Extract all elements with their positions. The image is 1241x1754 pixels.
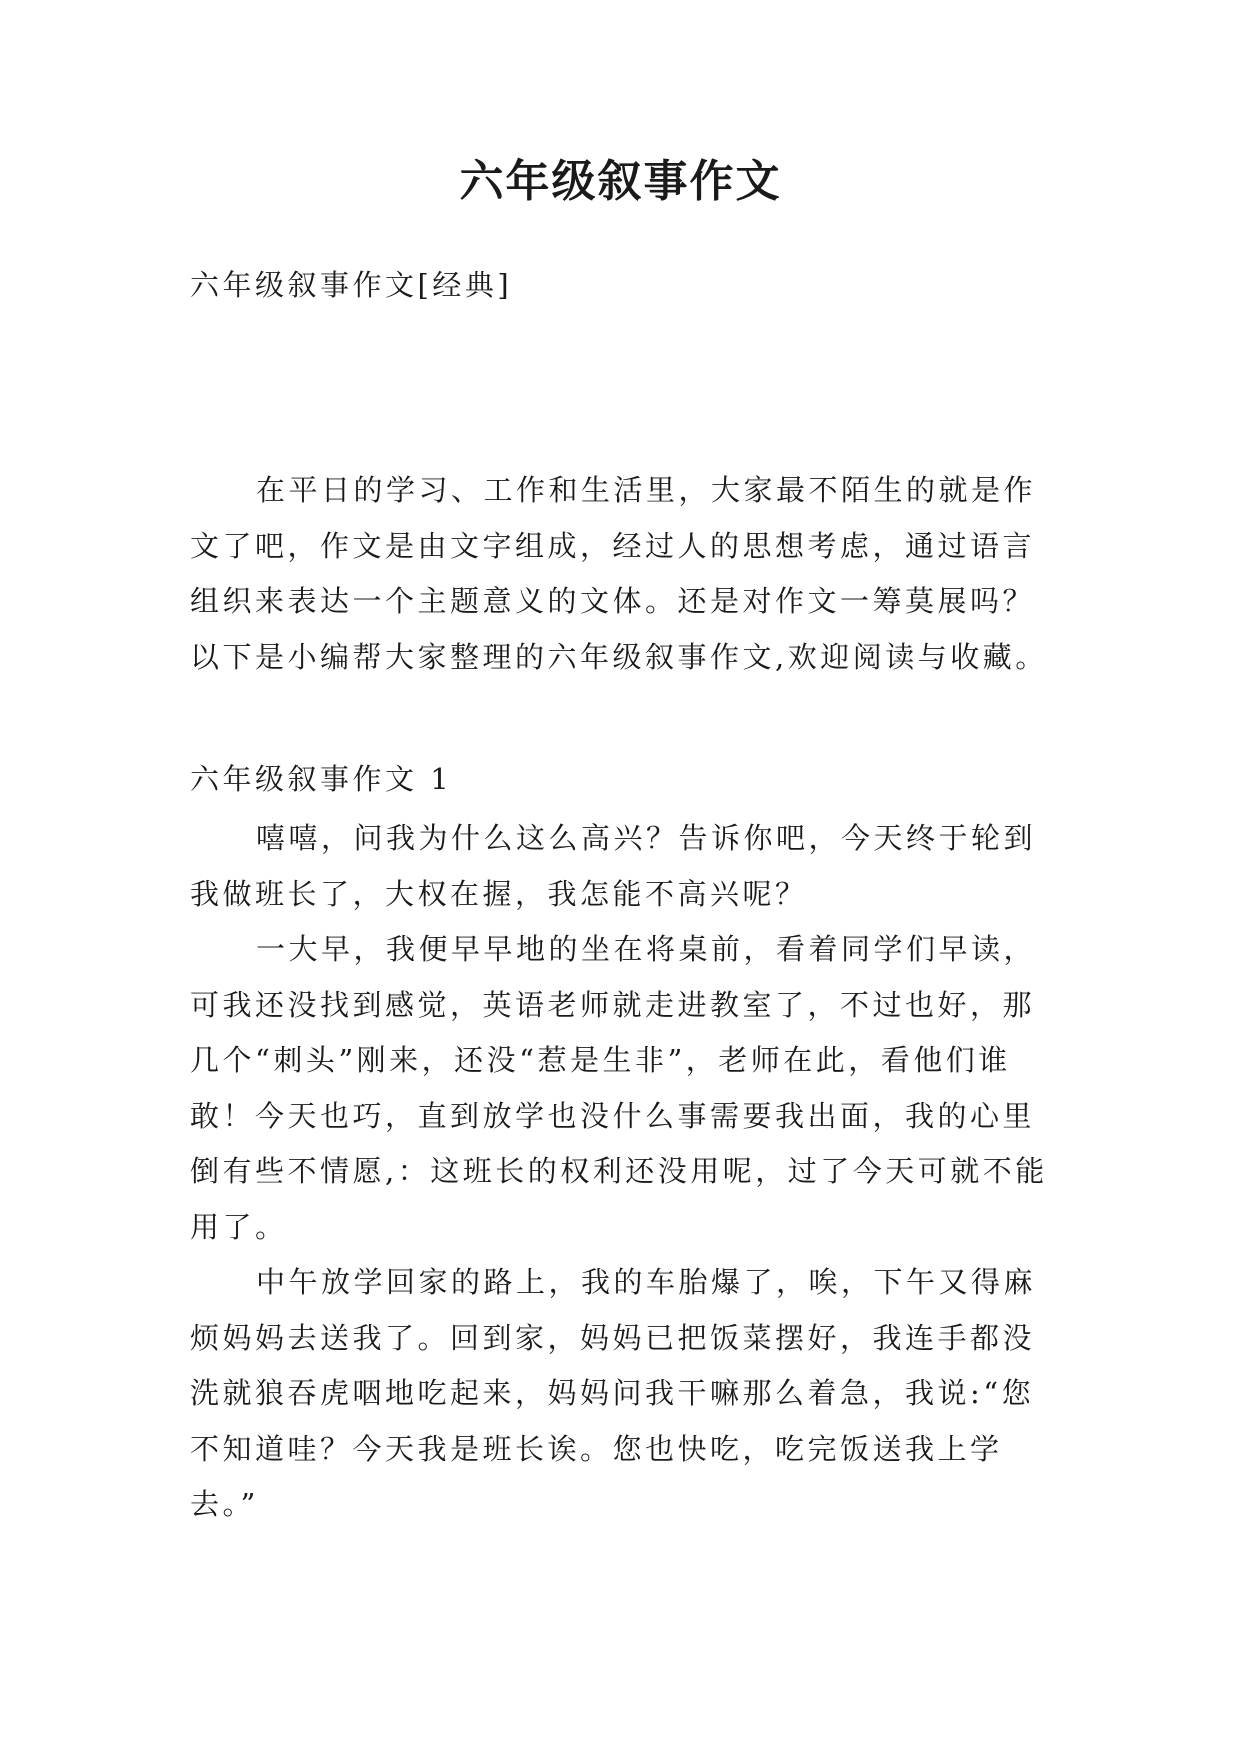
story-paragraph: 嘻嘻，问我为什么这么高兴？告诉你吧，今天终于轮到我做班长了，大权在握，我怎能不高兴呢？ xyxy=(190,821,1037,911)
document-title: 六年级叙事作文 xyxy=(459,156,782,207)
document-subtitle: 六年级叙事作文[经典] xyxy=(190,268,513,302)
intro-paragraph: 在平日的学习、工作和生活里，大家最不陌生的就是作文了吧，作文是由文字组成，经过人的思想考虑，通过语言组织来表达一个主题意义的文体。还是对作文一筹莫展吗？以下是小编帮大家整理的六年级叙事作文,欢迎阅读与收藏。 xyxy=(190,473,1048,674)
story-body xyxy=(190,811,1060,1533)
section-heading: 六年级叙事作文 1 xyxy=(190,762,453,796)
story-paragraph: 一大早，我便早早地的坐在将桌前，看着同学们早读，可我还没找到感觉，英语老师就走进教室了，不过也好，那几个“刺头”刚来，还没“惹是生非”，老师在此，看他们谁敢！今天也巧，直到放学也没什么事需要我出面，我的心里倒有些不情愿,：这班长的权利还没用呢，过了今天可就不能用了。 xyxy=(190,932,1048,1244)
story-paragraph: 中午放学回家的路上，我的车胎爆了，唉，下午又得麻烦妈妈去送我了。回到家，妈妈已把饭菜摆好，我连手都没洗就狼吞虎咽地吃起来，妈妈问我干嘛那么着急，我说:“您不知道哇？今天我是班长诶。您也快吃，吃完饭送我上学去。” xyxy=(190,1265,1037,1521)
